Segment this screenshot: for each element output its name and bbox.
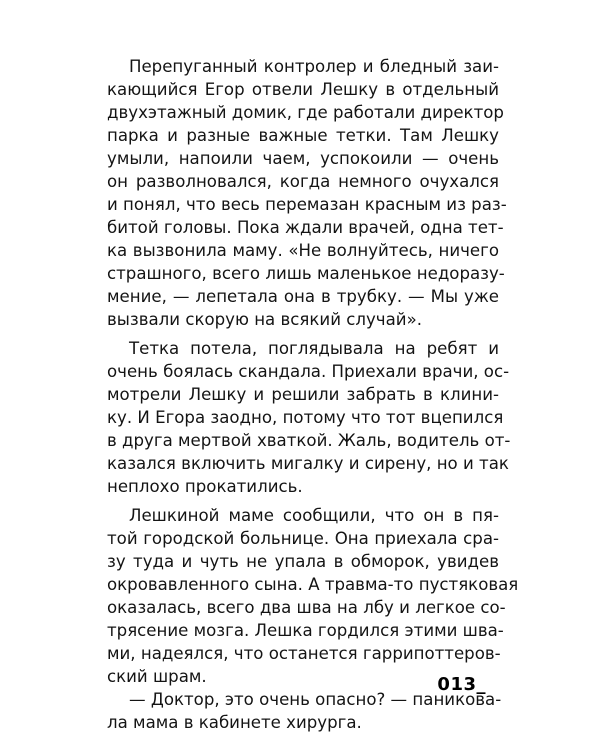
text-line: очень боялась скандала. Приехали врачи, ос-	[107, 362, 510, 381]
text-line: Лешкиной маме сообщили, что он в пя-	[129, 506, 499, 525]
page-number: 013_	[437, 674, 486, 695]
text-line: оказалась, всего два шва на лбу и легкое со-	[107, 598, 506, 617]
text-line: окровавленного сына. А травма-то пустяковая	[107, 575, 519, 594]
text-line: ка вызвонила маму. «Не волнуйтесь, ничего	[107, 241, 499, 260]
text-line: двухэтажный домик, где работали директор	[107, 103, 504, 122]
text-line: зу туда и чуть не упала в обморок, увидев	[107, 552, 499, 571]
text-line: умыли, напоили чаем, успокоили — очень	[107, 149, 499, 168]
text-line: кающийся Егор отвели Лешку в отдельный	[107, 80, 499, 99]
paragraph-3	[107, 504, 519, 688]
text-line: и понял, что весь перемазан красным из раз-	[107, 195, 507, 214]
text-line: вызвали скорую на всякий случай».	[107, 310, 422, 329]
text-line: той городской больнице. Она приехала сра-	[107, 529, 499, 548]
text-line: ми, надеялся, что останется гаррипоттеров-	[107, 644, 501, 663]
paragraph-1	[107, 55, 507, 331]
text-line: страшного, всего лишь маленькое недоразу-	[107, 264, 505, 283]
text-line: ку. И Егора заодно, потому что тот вцепился	[107, 408, 504, 427]
text-line: неплохо прокатились.	[107, 477, 303, 496]
text-line: казался включить мигалку и сирену, но и так	[107, 454, 509, 473]
paragraph-2	[107, 337, 511, 498]
text-line: Перепуганный контролер и бледный заи-	[129, 57, 499, 76]
text-line: битой головы. Пока ждали врачей, одна тет-	[107, 218, 504, 237]
text-line: трясение мозга. Лешка гордился этими шва-	[107, 621, 504, 640]
text-line: он разволновался, когда немного очухался	[107, 172, 499, 191]
text-line: мотрели Лешку и решили забрать в клини-	[107, 385, 499, 404]
text-line: парка и разные важные тетки. Там Лешку	[107, 126, 499, 145]
text-line: мение, — лепетала она в трубку. — Мы уже	[107, 287, 499, 306]
text-line: ла мама в кабинете хирурга.	[107, 713, 362, 732]
text-line: — Доктор, это очень опасно? — паникова-	[129, 690, 502, 709]
text-line: ский шрам.	[107, 667, 207, 686]
text-line: в друга мертвой хваткой. Жаль, водитель от-	[107, 431, 511, 450]
text-line: Тетка потела, поглядывала на ребят и	[129, 339, 499, 358]
body-text	[107, 55, 519, 734]
